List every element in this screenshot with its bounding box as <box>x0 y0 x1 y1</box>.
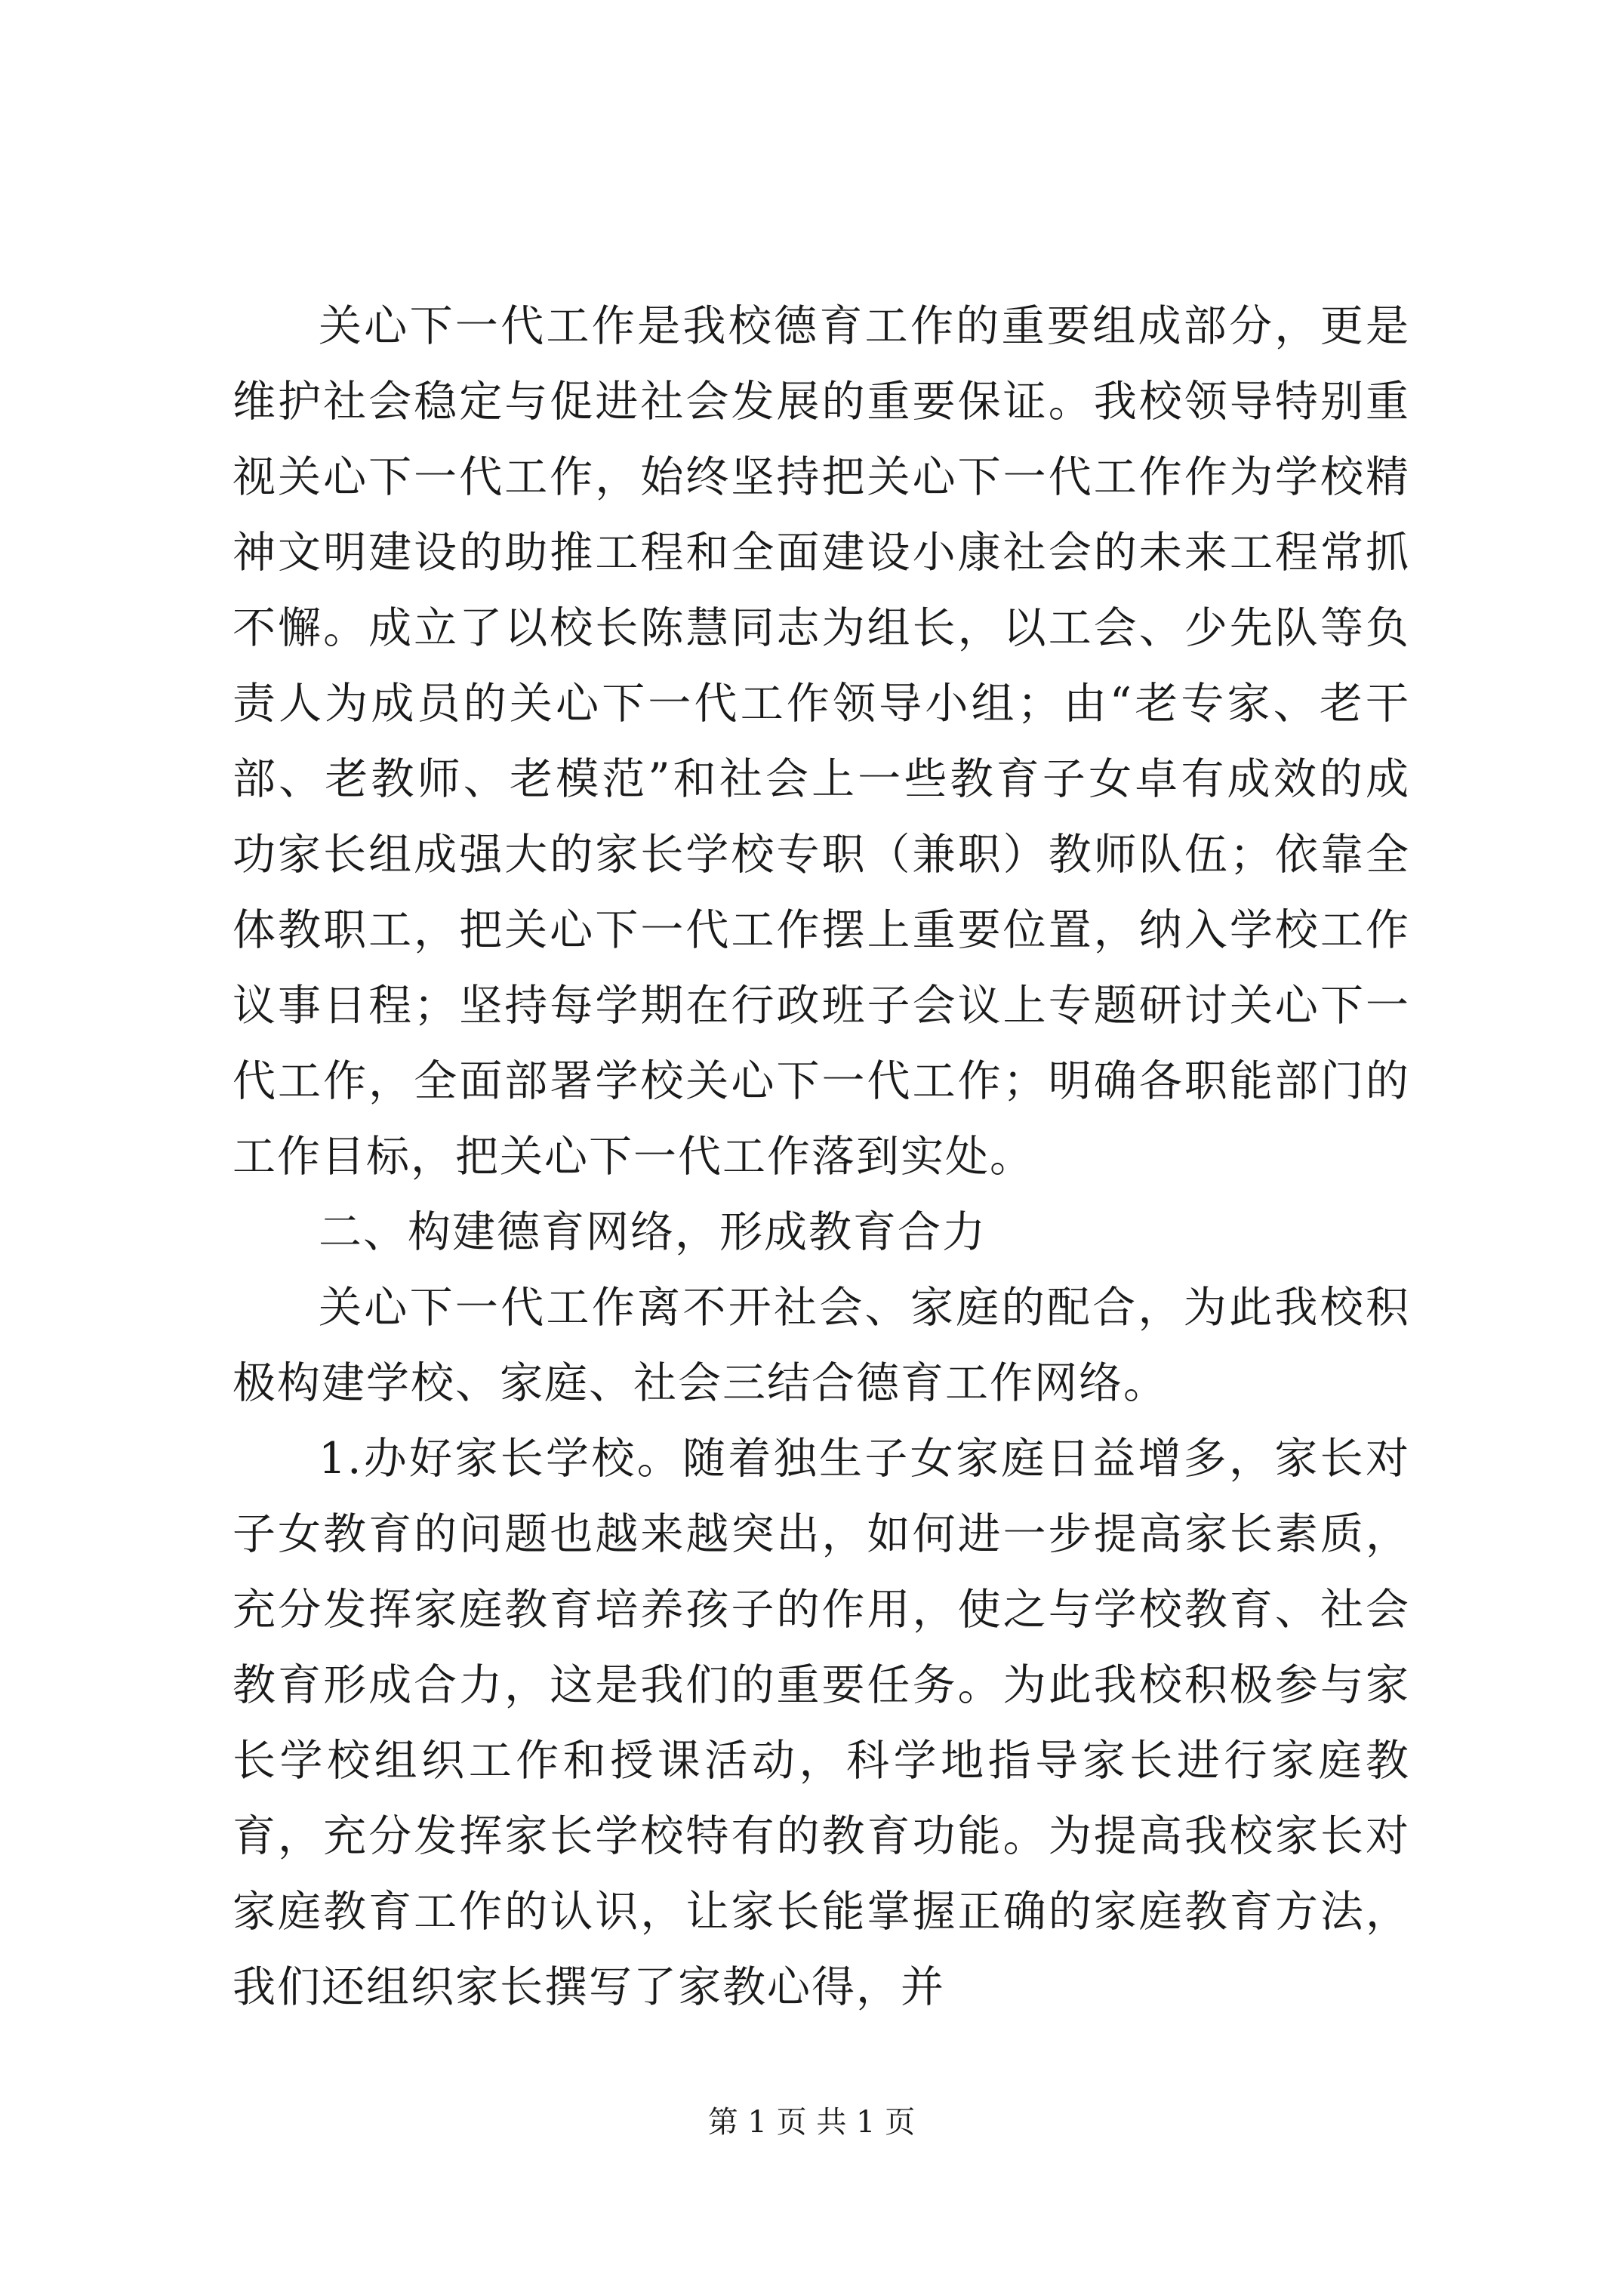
paragraph-network: 关心下一代工作离不开社会、家庭的配合，为此我校积极构建学校、家庭、社会三结合德育工作网络。 <box>233 1283 1410 1408</box>
paragraph-parent-school: 1.办好家长学校。随着独生子女家庭日益增多，家长对子女教育的问题也越来越突出，如何进一步提高家长素质，充分发挥家庭教育培养孩子的作用，使之与学校教育、社会教育形成合力，这是我们的重要任务。为此我校积极参与家长学校组织工作和授课活动，科学地指导家长进行家庭教育，充分发挥家长学校特有的教育功能。为提高我校家长对家庭教育工作的认识，让家长能掌握正确的家庭教育方法，我们还组织家长撰写了家教心得，并 <box>233 1434 1410 2012</box>
paragraph-intro: 关心下一代工作是我校德育工作的重要组成部分，更是维护社会稳定与促进社会发展的重要保证。我校领导特别重视关心下一代工作，始终坚持把关心下一代工作作为学校精神文明建设的助推工程和全面建设小康社会的未来工程常抓不懈。成立了以校长陈慧同志为组长，以工会、少先队等负责人为成员的关心下一代工作领导小组；由“老专家、老干部、老教师、老模范”和社会上一些教育子女卓有成效的成功家长组成强大的家长学校专职（兼职）教师队伍；依靠全体教职工，把关心下一代工作摆上重要位置，纳入学校工作议事日程；坚持每学期在行政班子会议上专题研讨关心下一代工作，全面部署学校关心下一代工作；明确各职能部门的工作目标，把关心下一代工作落到实处。 <box>233 301 1410 1182</box>
page-footer: 第 1 页 共 1 页 <box>707 2105 916 2140</box>
document-body <box>233 288 1410 2025</box>
section-heading: 二、构建德育网络，形成教育合力 <box>319 1207 987 1257</box>
